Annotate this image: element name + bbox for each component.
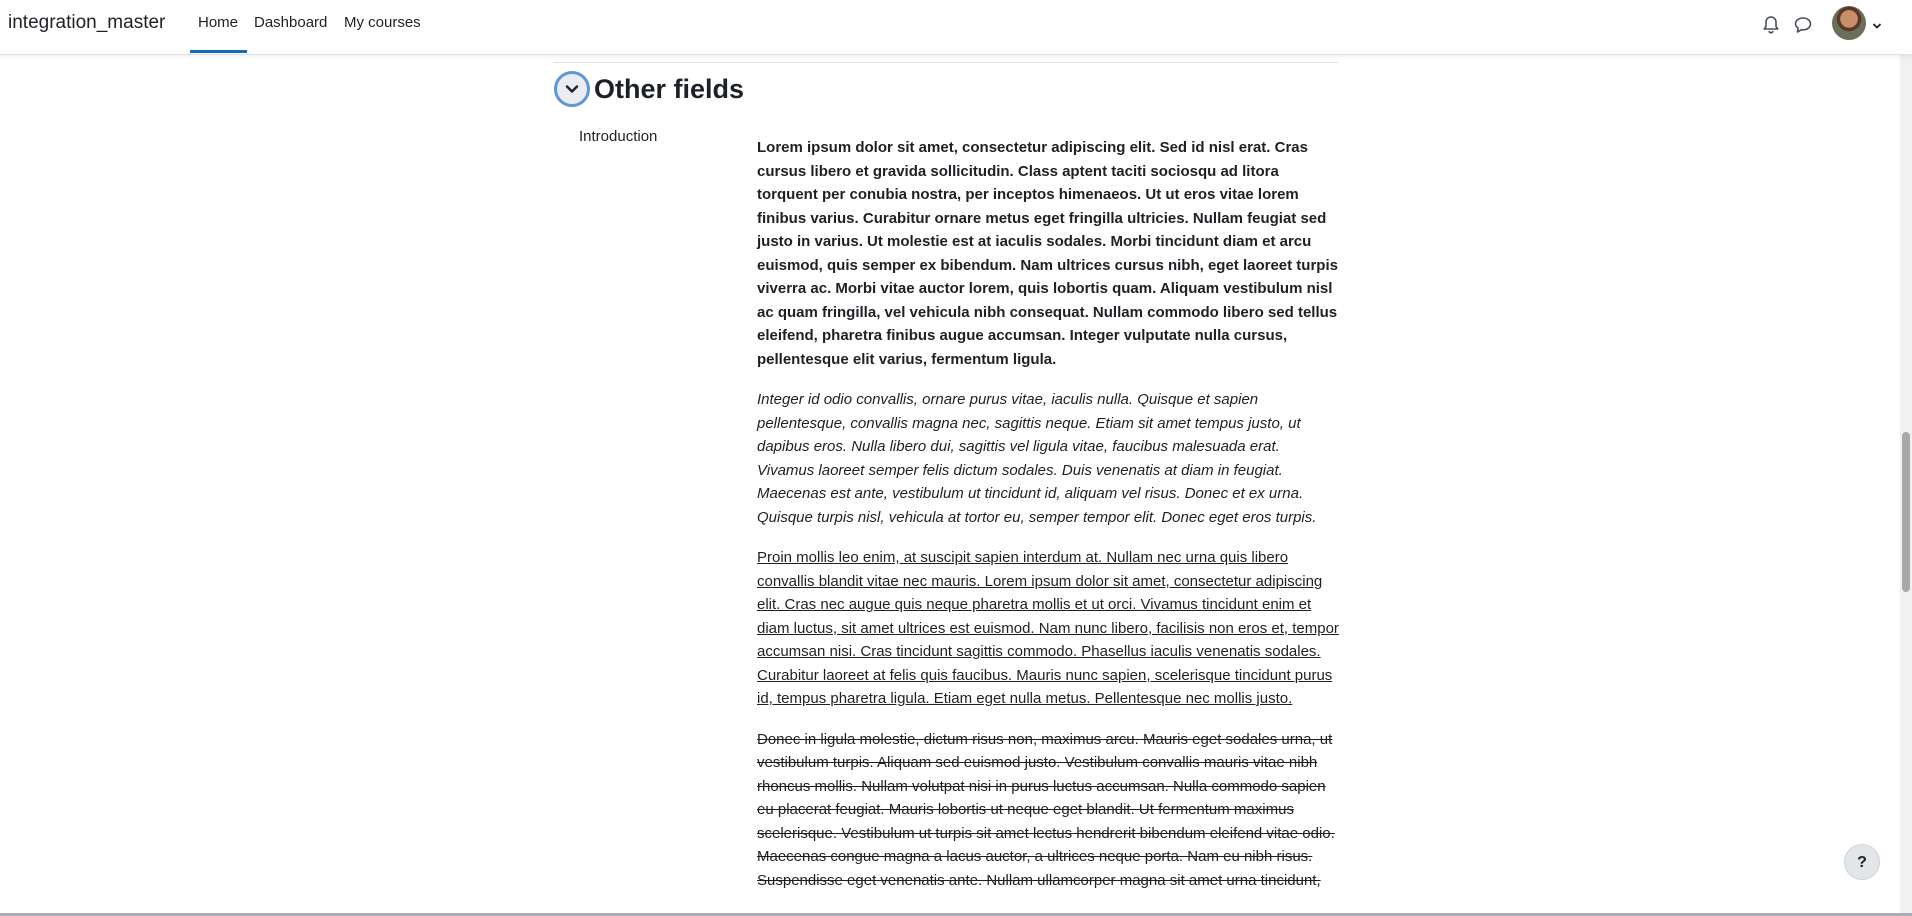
paragraph-bold: Lorem ipsum dolor sit amet, consectetur adipiscing elit. Sed id nisl erat. Cras cursus libero et gravida sollicitudin. Class aptent taciti sociosqu ad litora torquent per conubia nostra, per inceptos himenaeos. Ut ut eros vitae lorem finibus varius. Curabitur ornare metus eget fringilla ultricies. Nullam feugiat sed justo in varius. Ut molestie est at iaculis sodales. Morbi tincidunt diam et arcu euismod, quis semper ex bibendum. Nam ultrices cursus nibh, eget laoreet turpis viverra ac. Morbi vitae auctor lorem, quis lobortis quam. Aliquam vestibulum nisl ac quam fringilla, vel vehicula nibh consequat. Nullam commodo libero sed tellus eleifend, pharetra finibus augue accumsan. Integer vulputate nulla cursus, pellentesque elit varius, fermentum ligula. <box>757 139 1338 368</box>
section-collapse-button[interactable] <box>554 71 590 107</box>
paragraph-underline: Proin mollis leo enim, at suscipit sapien interdum at. Nullam nec urna quis libero convallis blandit vitae nec mauris. Lorem ipsum dolor sit amet, consectetur adipiscing elit. Cras nec augue quis neque pharetra mollis et ut orci. Vivamus tincidunt enim et diam luctus, sit amet ultrices est euismod. Nam nunc libero, facilisis non eros et, tempor accumsan nisi. Cras tincidunt sagittis commodo. Phasellus iaculis venenatis sodales. Curabitur laoreet at felis quis faucibus. Mauris nunc sapien, scelerisque tincidunt purus id, tempus pharetra ligula. Etiam eget nulla metus. Pellentesque nec mollis justo. <box>757 549 1339 707</box>
paragraph-strikethrough: Donec in ligula molestie, dictum risus non, maximus arcu. Mauris eget sodales urna, ut vestibulum turpis. Aliquam sed euismod justo. Vestibulum convallis mauris vitae nibh rhoncus mollis. Nullam volutpat nisi in purus luctus accumsan. Nulla commodo sapien eu placerat feugiat. Mauris lobortis ut neque eget blandit. Ut fermentum maximus scelerisque. Vestibulum ut turpis sit amet lectus hendrerit bibendum eleifend vitae odio. Maecenas congue magna a lacus auctor, a ultrices neque porta. Nam eu nibh risus. Suspendisse eget venenatis ante. Nullam ullamcorper magna sit amet urna tincidunt, <box>757 730 1335 889</box>
help-button[interactable]: ? <box>1844 844 1880 880</box>
paragraph-italic: Integer id odio convallis, ornare purus vitae, iaculis nulla. Quisque et sapien pellentesque, convallis magna nec, sagittis neque. Etiam sit amet tempus justo, ut dapibus eros. Nulla libero dui, sagittis vel ligula vitae, faucibus malesuada erat. Vivamus laoreet semper felis dictum sodales. Duis venenatis at diam in feugiat. Maecenas est ante, vestibulum ut tincidunt id, aliquam vel risus. Donec et ex urna. Quisque turpis nisl, vehicula at tortor eu, semper tempor elit. Donec eget eros turpis. <box>757 391 1317 526</box>
site-brand-link[interactable]: integration_master <box>8 12 166 33</box>
avatar[interactable] <box>1832 6 1866 40</box>
field-label-introduction: Introduction <box>579 128 658 145</box>
section-divider <box>553 62 1338 63</box>
nav-home-link[interactable]: Home <box>198 14 239 31</box>
chat-icon[interactable] <box>1792 14 1814 36</box>
section-title: Other fields <box>594 74 745 104</box>
chevron-down-icon <box>565 82 579 96</box>
nav-dashboard-link[interactable]: Dashboard <box>254 14 328 31</box>
nav-my-courses-link[interactable]: My courses <box>344 14 421 31</box>
scrollbar-thumb[interactable] <box>1902 432 1910 592</box>
nav-active-indicator <box>190 50 247 53</box>
introduction-content <box>757 136 1339 909</box>
bell-icon[interactable] <box>1760 14 1782 36</box>
top-navbar <box>0 0 1912 55</box>
chevron-down-icon[interactable] <box>1872 18 1882 28</box>
